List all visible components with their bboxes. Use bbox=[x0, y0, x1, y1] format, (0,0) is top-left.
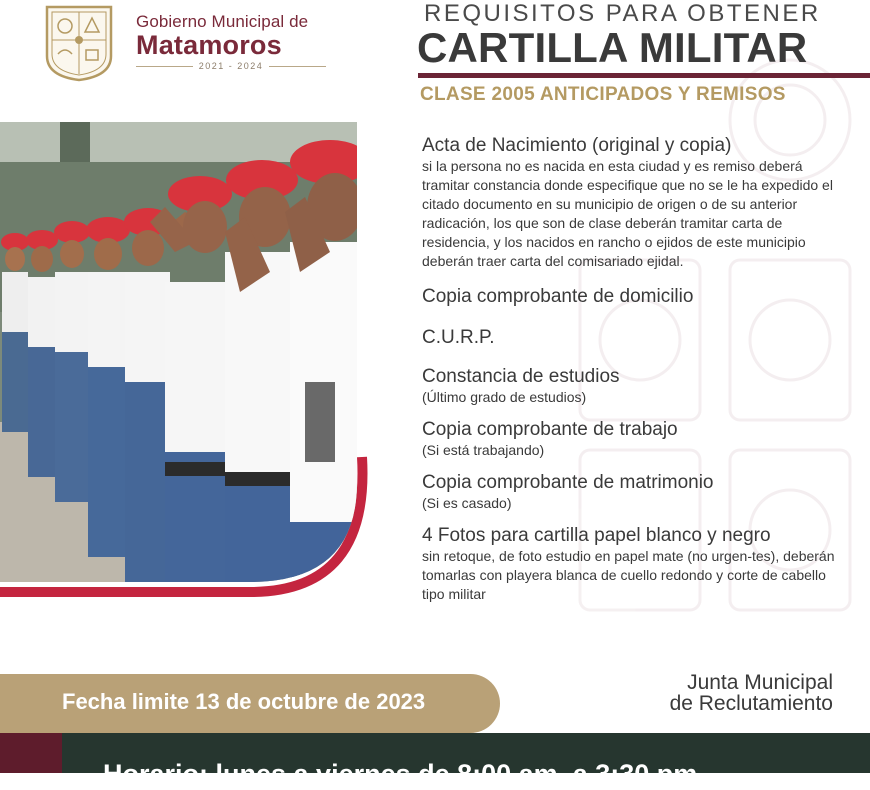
gov-line1: Gobierno Municipal de bbox=[136, 12, 309, 31]
gov-line2: Matamoros bbox=[136, 30, 282, 60]
requirement-item bbox=[422, 418, 852, 459]
schedule-bar-accent bbox=[0, 733, 62, 773]
requirement-title: C.U.R.P. bbox=[422, 327, 495, 348]
junta-line2: de Reclutamiento bbox=[669, 692, 833, 715]
requirement-item bbox=[422, 134, 852, 271]
requirement-detail: (Si es casado) bbox=[422, 495, 512, 511]
title-divider bbox=[418, 73, 870, 78]
requirements-list bbox=[422, 134, 852, 618]
title-top: REQUISITOS PARA OBTENER bbox=[424, 0, 821, 27]
requirement-detail: si la persona no es nacida en esta ciudad y es remiso deberá tramitar constancia donde especifique que no se le ha expedido el citado documento en su municipio de origen o de su anterior radicación, los que son de clase deberán tramitar carta de residencia, y los nacidos en rancho o ejidos de este municipio deberán traer carta del comisariado ejidal. bbox=[422, 158, 833, 269]
gov-years-text: 2021 - 2024 bbox=[198, 61, 264, 71]
years-rule-left bbox=[136, 66, 193, 67]
requirement-title: 4 Fotos para cartilla papel blanco y negro bbox=[422, 525, 771, 546]
recruits-photo bbox=[0, 122, 372, 622]
junta-line1: Junta Municipal bbox=[687, 671, 833, 694]
requirement-title: Constancia de estudios bbox=[422, 366, 620, 387]
requirement-item bbox=[422, 326, 852, 349]
requirement-item bbox=[422, 285, 852, 308]
requirement-detail: (Último grado de estudios) bbox=[422, 389, 587, 405]
government-brand bbox=[136, 12, 326, 71]
requirement-detail: sin retoque, de foto estudio en papel mate (no urgen-tes), deberán tomarlas con playera blanca de cuello redondo y corte de cabello tipo militar bbox=[422, 548, 835, 602]
title-subtitle: CLASE 2005 ANTICIPADOS Y REMISOS bbox=[420, 84, 786, 105]
requirement-title: Copia comprobante de trabajo bbox=[422, 419, 678, 440]
requirement-item bbox=[422, 471, 852, 512]
requirement-title: Copia comprobante de matrimonio bbox=[422, 472, 714, 493]
schedule-text: Horario: lunes a viernes de 8:00 am. a 3:30 pm. bbox=[103, 759, 705, 789]
title-main: CARTILLA MILITAR bbox=[417, 24, 808, 71]
years-rule-right bbox=[269, 66, 326, 67]
requirement-item bbox=[422, 524, 852, 604]
requirement-title: Copia comprobante de domicilio bbox=[422, 286, 694, 307]
municipal-shield-logo bbox=[44, 4, 114, 82]
requirement-title: Acta de Nacimiento (original y copia) bbox=[422, 135, 732, 156]
deadline-banner bbox=[0, 674, 500, 733]
gov-years bbox=[136, 61, 326, 71]
requirement-item bbox=[422, 365, 852, 406]
junta-label bbox=[670, 672, 833, 714]
requirement-detail: (Si está trabajando) bbox=[422, 442, 545, 458]
deadline-text: Fecha limite 13 de octubre de 2023 bbox=[62, 689, 426, 714]
